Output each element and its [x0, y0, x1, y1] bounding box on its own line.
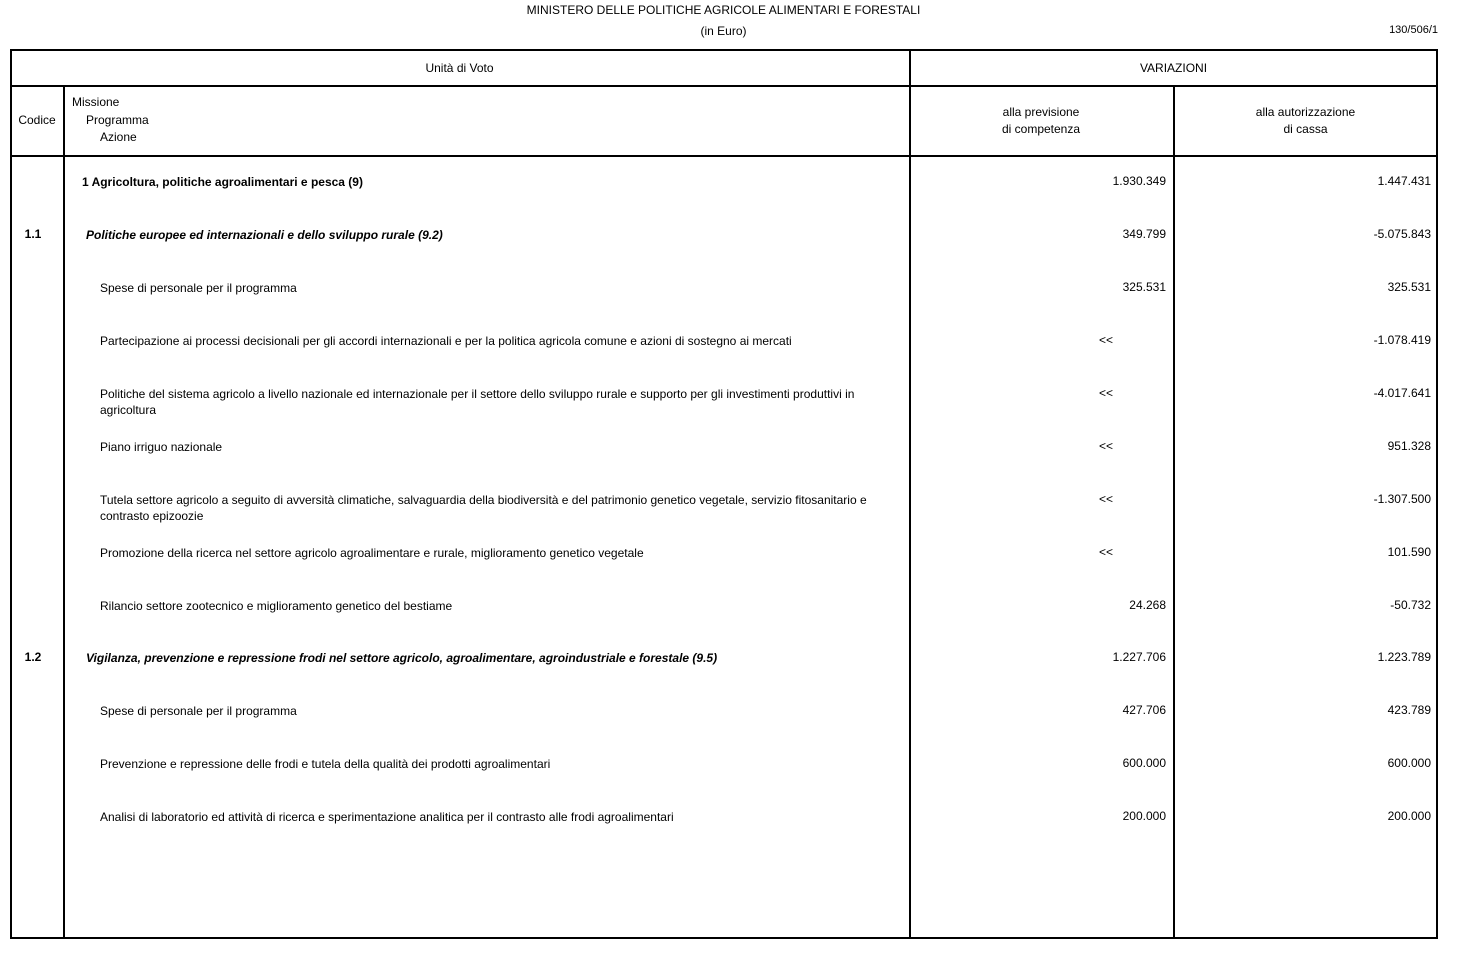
- row-9-previsione: 1.227.706: [1112, 650, 1166, 664]
- variazioni-header: VARIAZIONI: [1139, 61, 1208, 75]
- row-4-previsione: <<: [1099, 386, 1114, 400]
- cassa-column-rule: [1173, 85, 1175, 939]
- row-9-code: 1.2: [24, 650, 42, 664]
- row-9-cassa: 1.223.789: [1377, 650, 1431, 664]
- row-1-code: 1.1: [24, 227, 42, 241]
- cassa-header: [1173, 104, 1438, 138]
- row-8-previsione: 24.268: [1129, 598, 1166, 612]
- row-6-cassa: -1.307.500: [1373, 492, 1431, 506]
- row-7-previsione: <<: [1099, 545, 1114, 559]
- table-row-azione: Politiche del sistema agricolo a livello nazionale ed internazionale per il settore dello sviluppo rurale e supporto per gli investimenti produttivi in agricoltura: [100, 387, 855, 417]
- row-10-cassa: 423.789: [1387, 703, 1431, 717]
- header-bottom-rule: [10, 155, 1438, 157]
- row-5-previsione: <<: [1099, 439, 1114, 453]
- cassa-header-line1: alla autorizzazione: [1255, 105, 1356, 119]
- codice-column-rule: [63, 85, 65, 939]
- row-3-previsione: <<: [1099, 333, 1114, 347]
- table-row-programma-1-2: Vigilanza, prevenzione e repressione frodi nel settore agricolo, agroalimentare, agroindustriale e forestale (9.5): [86, 651, 718, 665]
- table-row-azione: Promozione della ricerca nel settore agricolo agroalimentare e rurale, miglioramento genetico vegetale: [100, 546, 644, 560]
- codice-header: Codice: [18, 113, 56, 127]
- row-0-previsione: 1.930.349: [1112, 174, 1166, 188]
- page-title: MINISTERO DELLE POLITICHE AGRICOLE ALIMENTARI E FORESTALI: [526, 3, 921, 17]
- row-11-cassa: 600.000: [1387, 756, 1431, 770]
- row-6-previsione: <<: [1099, 492, 1114, 506]
- currency-note: (in Euro): [700, 24, 747, 38]
- previsione-header: [909, 104, 1173, 138]
- table-row-azione: Tutela settore agricolo a seguito di avversità climatiche, salvaguardia della biodiversità e del patrimonio genetico vegetale, servizio fitosanitario e contrasto epizoozie: [100, 493, 867, 523]
- azione-header: Azione: [100, 130, 137, 144]
- table-row-missione-1: 1 Agricoltura, politiche agroalimentari e pesca (9): [82, 175, 363, 189]
- row-7-cassa: 101.590: [1387, 545, 1431, 559]
- row-4-cassa: -4.017.641: [1373, 386, 1431, 400]
- table-row-azione: Partecipazione ai processi decisionali per gli accordi internazionali e per la politica agricola comune e azioni di sostegno ai mercati: [100, 334, 792, 348]
- table-row-azione: Piano irriguo nazionale: [100, 440, 223, 454]
- missione-header: Missione: [72, 95, 120, 109]
- row-8-cassa: -50.732: [1390, 598, 1431, 612]
- row-1-cassa: -5.075.843: [1373, 227, 1431, 241]
- row-1-previsione: 349.799: [1122, 227, 1166, 241]
- row-2-previsione: 325.531: [1122, 280, 1166, 294]
- table-row-azione: Spese di personale per il programma: [100, 281, 297, 295]
- previsione-header-line2: di competenza: [1001, 122, 1081, 136]
- table-row-programma-1-1: Politiche europee ed internazionali e dello sviluppo rurale (9.2): [86, 228, 443, 242]
- row-11-previsione: 600.000: [1122, 756, 1166, 770]
- previsione-header-line1: alla previsione: [1002, 105, 1080, 119]
- row-12-previsione: 200.000: [1122, 809, 1166, 823]
- row-12-cassa: 200.000: [1387, 809, 1431, 823]
- table-row-azione: Rilancio settore zootecnico e miglioramento genetico del bestiame: [100, 599, 453, 613]
- unita-voto-header: Unità di Voto: [425, 61, 494, 75]
- row-2-cassa: 325.531: [1387, 280, 1431, 294]
- row-3-cassa: -1.078.419: [1373, 333, 1431, 347]
- variazioni-column-rule: [909, 49, 911, 939]
- table-row-azione: Prevenzione e repressione delle frodi e tutela della qualità dei prodotti agroalimentari: [100, 757, 551, 771]
- header-divider: [10, 85, 1438, 87]
- table-row-azione: Analisi di laboratorio ed attività di ricerca e sperimentazione analitica per il contrasto alle frodi agroalimentari: [100, 810, 674, 824]
- row-10-previsione: 427.706: [1122, 703, 1166, 717]
- row-0-cassa: 1.447.431: [1377, 174, 1431, 188]
- table-row-azione: Spese di personale per il programma: [100, 704, 297, 718]
- page-reference: 130/506/1: [1389, 24, 1438, 36]
- programma-header: Programma: [86, 113, 149, 127]
- row-5-cassa: 951.328: [1387, 439, 1431, 453]
- cassa-header-line2: di cassa: [1283, 122, 1328, 136]
